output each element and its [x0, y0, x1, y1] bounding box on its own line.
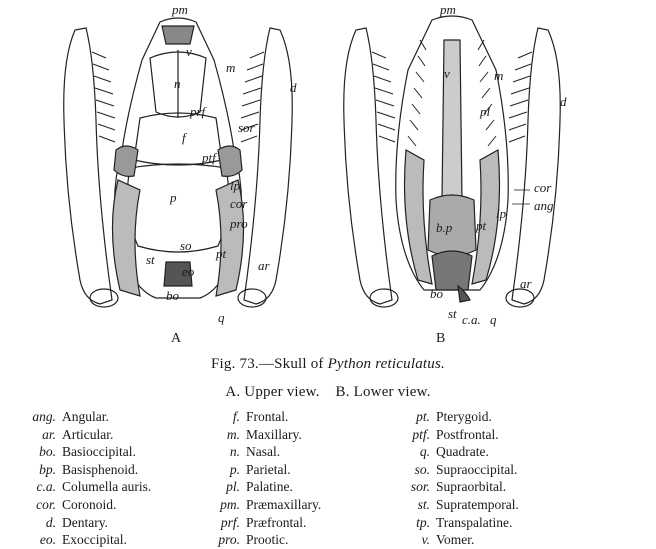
- upper-view-label: m: [226, 60, 236, 75]
- legend-entry: [14, 443, 151, 461]
- legend-term: Quadrate.: [436, 444, 489, 460]
- caption-view-b-text: Lower view.: [353, 384, 431, 400]
- legend-term: Frontal.: [246, 409, 289, 424]
- legend-column-2: [198, 408, 321, 549]
- upper-view-label: eo: [182, 264, 195, 279]
- legend-term: Vomer.: [436, 532, 475, 548]
- legend-abbreviation: ptf.: [412, 426, 430, 442]
- legend-entry: [14, 426, 151, 444]
- legend-entry: [388, 461, 519, 479]
- legend-term: Præfrontal.: [246, 514, 307, 530]
- figure-caption: [0, 356, 656, 373]
- upper-view-label: sor: [238, 120, 255, 135]
- legend-term: Postfrontal.: [436, 426, 499, 442]
- upper-view-label: ar: [258, 258, 270, 273]
- legend-abbreviation: bp.: [39, 461, 56, 477]
- legend-term: Supraorbital.: [436, 479, 507, 495]
- legend-term: Basioccipital.: [62, 444, 136, 460]
- legend-term: Maxillary.: [246, 426, 302, 442]
- lower-view-label: lp: [496, 206, 507, 221]
- caption-prefix: Fig. 73.—Skull of: [211, 356, 328, 372]
- legend-abbreviation: so.: [414, 461, 430, 477]
- upper-view-label: pro: [230, 216, 248, 231]
- legend-term: Præmaxillary.: [246, 496, 322, 512]
- legend-term: Angular.: [62, 409, 109, 424]
- legend-column-3: [388, 408, 519, 549]
- lower-view-label: ang: [534, 198, 554, 213]
- legend-abbreviation: ar.: [42, 426, 56, 442]
- legend-entry: [388, 478, 519, 496]
- legend-abbreviation: q.: [419, 444, 430, 460]
- lower-view-label: st: [448, 306, 457, 321]
- upper-view-label: lp: [230, 178, 241, 193]
- legend-abbreviation: pl.: [226, 479, 240, 495]
- legend-entry: [388, 408, 519, 426]
- upper-view-label: v: [186, 44, 192, 59]
- legend-entry: [388, 443, 519, 461]
- legend-abbreviation: d.: [45, 514, 56, 530]
- legend-term: Pterygoid.: [436, 409, 492, 424]
- upper-view-label: n: [174, 76, 181, 91]
- lower-view-label: ar: [520, 276, 532, 291]
- legend-term: Prootic.: [246, 532, 289, 548]
- lower-view-label: v: [444, 66, 450, 81]
- legend-term: Dentary.: [62, 514, 108, 530]
- legend-abbreviation: sor.: [410, 479, 430, 495]
- legend-term: Supratemporal.: [436, 496, 519, 512]
- lower-view-label: q: [490, 312, 497, 327]
- legend-term: Coronoid.: [62, 496, 117, 512]
- legend-abbreviation: tp.: [416, 514, 430, 530]
- legend-entry: [198, 461, 321, 479]
- lower-view-label: bo: [430, 286, 443, 301]
- lower-view-label: pt: [476, 218, 487, 233]
- upper-view-label: f: [182, 130, 186, 145]
- upper-view-label: cor: [230, 196, 248, 211]
- legend-abbreviation: m.: [226, 426, 240, 442]
- legend-abbreviation: eo.: [39, 532, 56, 548]
- caption-view-b-key: B.: [335, 384, 350, 400]
- legend-term: Nasal.: [246, 444, 281, 460]
- legend-entry: [14, 531, 151, 549]
- legend-entry: [14, 514, 151, 532]
- legend-abbreviation: bo.: [39, 444, 56, 460]
- legend-term: Palatine.: [246, 479, 293, 495]
- upper-view-label: ptf: [202, 150, 216, 165]
- panel-label-a: A: [171, 331, 182, 346]
- legend-entry: [198, 478, 321, 496]
- legend-abbreviation: p.: [229, 461, 240, 477]
- legend-abbreviation: f.: [232, 409, 240, 424]
- lower-view-label: b.p: [436, 220, 453, 235]
- legend-abbreviation: st.: [417, 496, 430, 512]
- upper-view-label: bo: [166, 288, 179, 303]
- legend-abbreviation: prf.: [220, 514, 240, 530]
- lower-view-label: c.a.: [462, 312, 481, 327]
- legend-entry: [388, 496, 519, 514]
- caption-views: [0, 384, 656, 401]
- legend-entry: [14, 461, 151, 479]
- upper-view-label: st: [146, 252, 155, 267]
- upper-view-label: pt: [216, 246, 227, 261]
- lower-view-label: d: [560, 94, 567, 109]
- lower-view-label: cor: [534, 180, 552, 195]
- legend-entry: [14, 496, 151, 514]
- lower-view-label: m: [494, 68, 504, 83]
- legend-abbreviation: c.a.: [36, 479, 56, 495]
- legend-entry: [388, 426, 519, 444]
- upper-view-label: q: [218, 310, 225, 325]
- legend-entry: [388, 514, 519, 532]
- legend-term: Articular.: [62, 426, 114, 442]
- legend-term: Supraoccipital.: [436, 461, 518, 477]
- legend-term: Parietal.: [246, 461, 291, 477]
- legend-term: Transpalatine.: [436, 514, 513, 530]
- legend-entry: [198, 514, 321, 532]
- lower-view-label: pm: [440, 2, 456, 17]
- upper-view-label: p: [170, 190, 177, 205]
- upper-view-label: prf: [190, 104, 206, 119]
- legend-entry: [198, 531, 321, 549]
- legend-entry: [198, 426, 321, 444]
- lower-view-label: pl: [480, 104, 491, 119]
- caption-view-a-key: A.: [225, 384, 241, 400]
- legend-abbreviation: n.: [229, 444, 240, 460]
- panel-label-b: B: [436, 331, 446, 346]
- legend-term: Columella auris.: [62, 479, 152, 495]
- legend-abbreviation: v.: [421, 532, 430, 548]
- upper-view-label: so: [180, 238, 192, 253]
- legend-column-1: [14, 408, 151, 549]
- upper-view-label: pm: [172, 2, 188, 17]
- caption-view-a-text: Upper view.: [244, 384, 320, 400]
- legend-abbreviation: pt.: [416, 409, 430, 424]
- caption-species: Python reticulatus.: [327, 356, 445, 372]
- legend-entry: [14, 408, 151, 426]
- legend-abbreviation: pro.: [218, 532, 240, 548]
- legend-entry: [388, 531, 519, 549]
- legend-abbreviation: cor.: [36, 496, 56, 512]
- legend-entry: [14, 478, 151, 496]
- upper-view-label: d: [290, 80, 297, 95]
- legend-entry: [198, 496, 321, 514]
- skull-lower-view: [344, 16, 561, 307]
- legend-entry: [198, 408, 321, 426]
- legend-term: Basisphenoid.: [62, 461, 139, 477]
- legend-term: Exoccipital.: [62, 532, 127, 548]
- legend-abbreviation: pm.: [220, 496, 240, 512]
- legend-entry: [198, 443, 321, 461]
- legend-abbreviation: ang.: [32, 409, 56, 424]
